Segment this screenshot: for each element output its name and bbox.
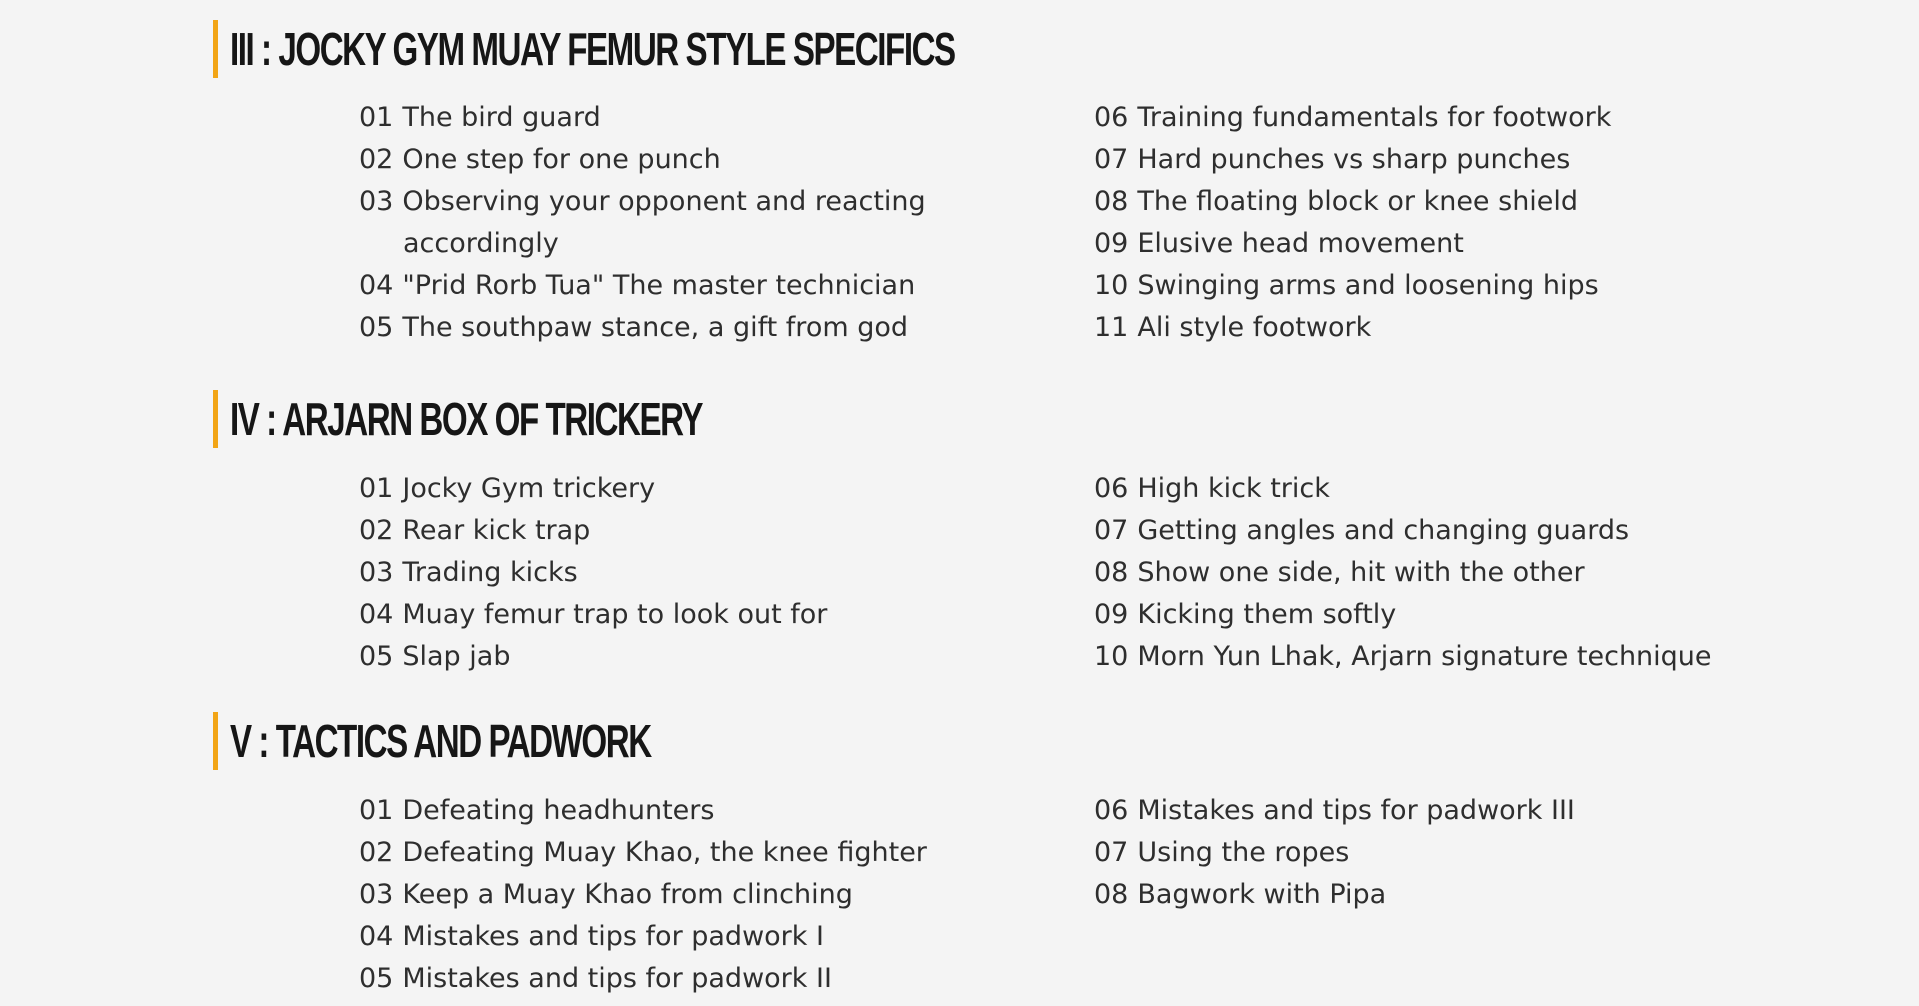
lesson-number: 02: [359, 837, 394, 868]
lesson-title: Hard punches vs sharp punches: [1137, 144, 1571, 175]
lesson-title: Slap jab: [402, 641, 511, 672]
lesson-title: Getting angles and changing guards: [1137, 515, 1630, 546]
lesson-title: Mistakes and tips for padwork III: [1137, 795, 1575, 826]
lesson-list-left: [359, 468, 979, 678]
list-item[interactable]: [1094, 874, 1854, 916]
lesson-number: 05: [359, 312, 394, 343]
lesson-title: Mistakes and tips for padwork I: [402, 921, 824, 952]
lesson-number: 10: [1094, 641, 1129, 672]
list-item[interactable]: [1094, 307, 1854, 349]
lesson-title: The southpaw stance, a gift from god: [402, 312, 909, 343]
list-item[interactable]: [1094, 790, 1854, 832]
lesson-number: 09: [1094, 228, 1129, 259]
lesson-title: Kicking them softly: [1137, 599, 1397, 630]
list-item[interactable]: [359, 139, 979, 181]
list-item[interactable]: [359, 832, 979, 874]
lesson-number: 09: [1094, 599, 1129, 630]
list-item[interactable]: [1094, 139, 1854, 181]
lesson-number: 10: [1094, 270, 1129, 301]
lesson-title: Rear kick trap: [402, 515, 591, 546]
lesson-number: 06: [1094, 795, 1129, 826]
list-item[interactable]: [359, 958, 979, 1000]
lesson-number: 04: [359, 270, 394, 301]
list-item[interactable]: [359, 468, 979, 510]
lesson-number: 03: [359, 879, 394, 910]
list-item[interactable]: [1094, 594, 1854, 636]
list-item[interactable]: [359, 181, 979, 265]
section-title: V : TACTICS AND PADWORK: [230, 715, 651, 767]
lesson-number: 02: [359, 515, 394, 546]
list-item[interactable]: [1094, 223, 1854, 265]
lesson-title: Muay femur trap to look out for: [402, 599, 828, 630]
list-item[interactable]: [1094, 832, 1854, 874]
list-item[interactable]: [359, 97, 979, 139]
lesson-number: 07: [1094, 144, 1129, 175]
lesson-title: One step for one punch: [402, 144, 721, 175]
list-item[interactable]: [359, 510, 979, 552]
lesson-title: Elusive head movement: [1137, 228, 1464, 259]
list-item[interactable]: [359, 594, 979, 636]
list-item[interactable]: [359, 916, 979, 958]
lesson-title: Show one side, hit with the other: [1137, 557, 1585, 588]
list-item[interactable]: [359, 307, 979, 349]
lesson-list-right: [1094, 97, 1854, 349]
list-item[interactable]: [1094, 468, 1854, 510]
list-item[interactable]: [359, 790, 979, 832]
list-item[interactable]: [359, 636, 979, 678]
lesson-number: 11: [1094, 312, 1129, 343]
list-item[interactable]: [1094, 552, 1854, 594]
section-title: IV : ARJARN BOX OF TRICKERY: [230, 393, 703, 445]
lesson-number: 06: [1094, 102, 1129, 133]
section-header: [213, 390, 886, 448]
lesson-title: Jocky Gym trickery: [402, 473, 656, 504]
lesson-number: 04: [359, 599, 394, 630]
lesson-title: Training fundamentals for footwork: [1137, 102, 1612, 133]
lesson-list-right: [1094, 468, 1854, 678]
section-header: [213, 20, 1237, 78]
lesson-number: 04: [359, 921, 394, 952]
lesson-number: 08: [1094, 879, 1129, 910]
lesson-title: High kick trick: [1137, 473, 1330, 504]
lesson-title: Keep a Muay Khao from clinching: [402, 879, 853, 910]
lesson-title: The floating block or knee shield: [1137, 186, 1579, 217]
lesson-title: Ali style footwork: [1137, 312, 1372, 343]
list-item[interactable]: [1094, 181, 1854, 223]
section-title: III : JOCKY GYM MUAY FEMUR STYLE SPECIFICS: [230, 23, 955, 75]
list-item[interactable]: [1094, 636, 1854, 678]
lesson-title: Using the ropes: [1137, 837, 1350, 868]
lesson-number: 02: [359, 144, 394, 175]
lesson-number: 07: [1094, 515, 1129, 546]
lesson-list-right: [1094, 790, 1854, 916]
lesson-list-left: [359, 790, 979, 1000]
lesson-number: 01: [359, 473, 394, 504]
lesson-number: 06: [1094, 473, 1129, 504]
lesson-number: 03: [359, 186, 394, 217]
lesson-number: 05: [359, 641, 394, 672]
lesson-title: Swinging arms and loosening hips: [1137, 270, 1599, 301]
lesson-title: "Prid Rorb Tua" The master technician: [402, 270, 916, 301]
lesson-number: 08: [1094, 186, 1129, 217]
lesson-number: 01: [359, 795, 394, 826]
lesson-title: Mistakes and tips for padwork II: [402, 963, 832, 994]
lesson-number: 05: [359, 963, 394, 994]
list-item[interactable]: [1094, 265, 1854, 307]
list-item[interactable]: [359, 552, 979, 594]
lesson-number: 03: [359, 557, 394, 588]
lesson-title: Bagwork with Pipa: [1137, 879, 1387, 910]
lesson-title: Observing your opponent and reacting: [402, 186, 926, 217]
list-item[interactable]: [1094, 510, 1854, 552]
lesson-number: 08: [1094, 557, 1129, 588]
lesson-title: The bird guard: [402, 102, 601, 133]
lesson-title: Trading kicks: [402, 557, 578, 588]
list-item[interactable]: [1094, 97, 1854, 139]
lesson-number: 07: [1094, 837, 1129, 868]
list-item[interactable]: [359, 265, 979, 307]
list-item[interactable]: [359, 874, 979, 916]
lesson-title-continued: accordingly: [403, 228, 559, 259]
lesson-list-left: [359, 97, 979, 349]
lesson-title: Defeating headhunters: [402, 795, 715, 826]
lesson-number: 01: [359, 102, 394, 133]
lesson-title: Morn Yun Lhak, Arjarn signature technique: [1137, 641, 1712, 672]
lesson-title: Defeating Muay Khao, the knee fighter: [402, 837, 927, 868]
section-header: [213, 712, 814, 770]
